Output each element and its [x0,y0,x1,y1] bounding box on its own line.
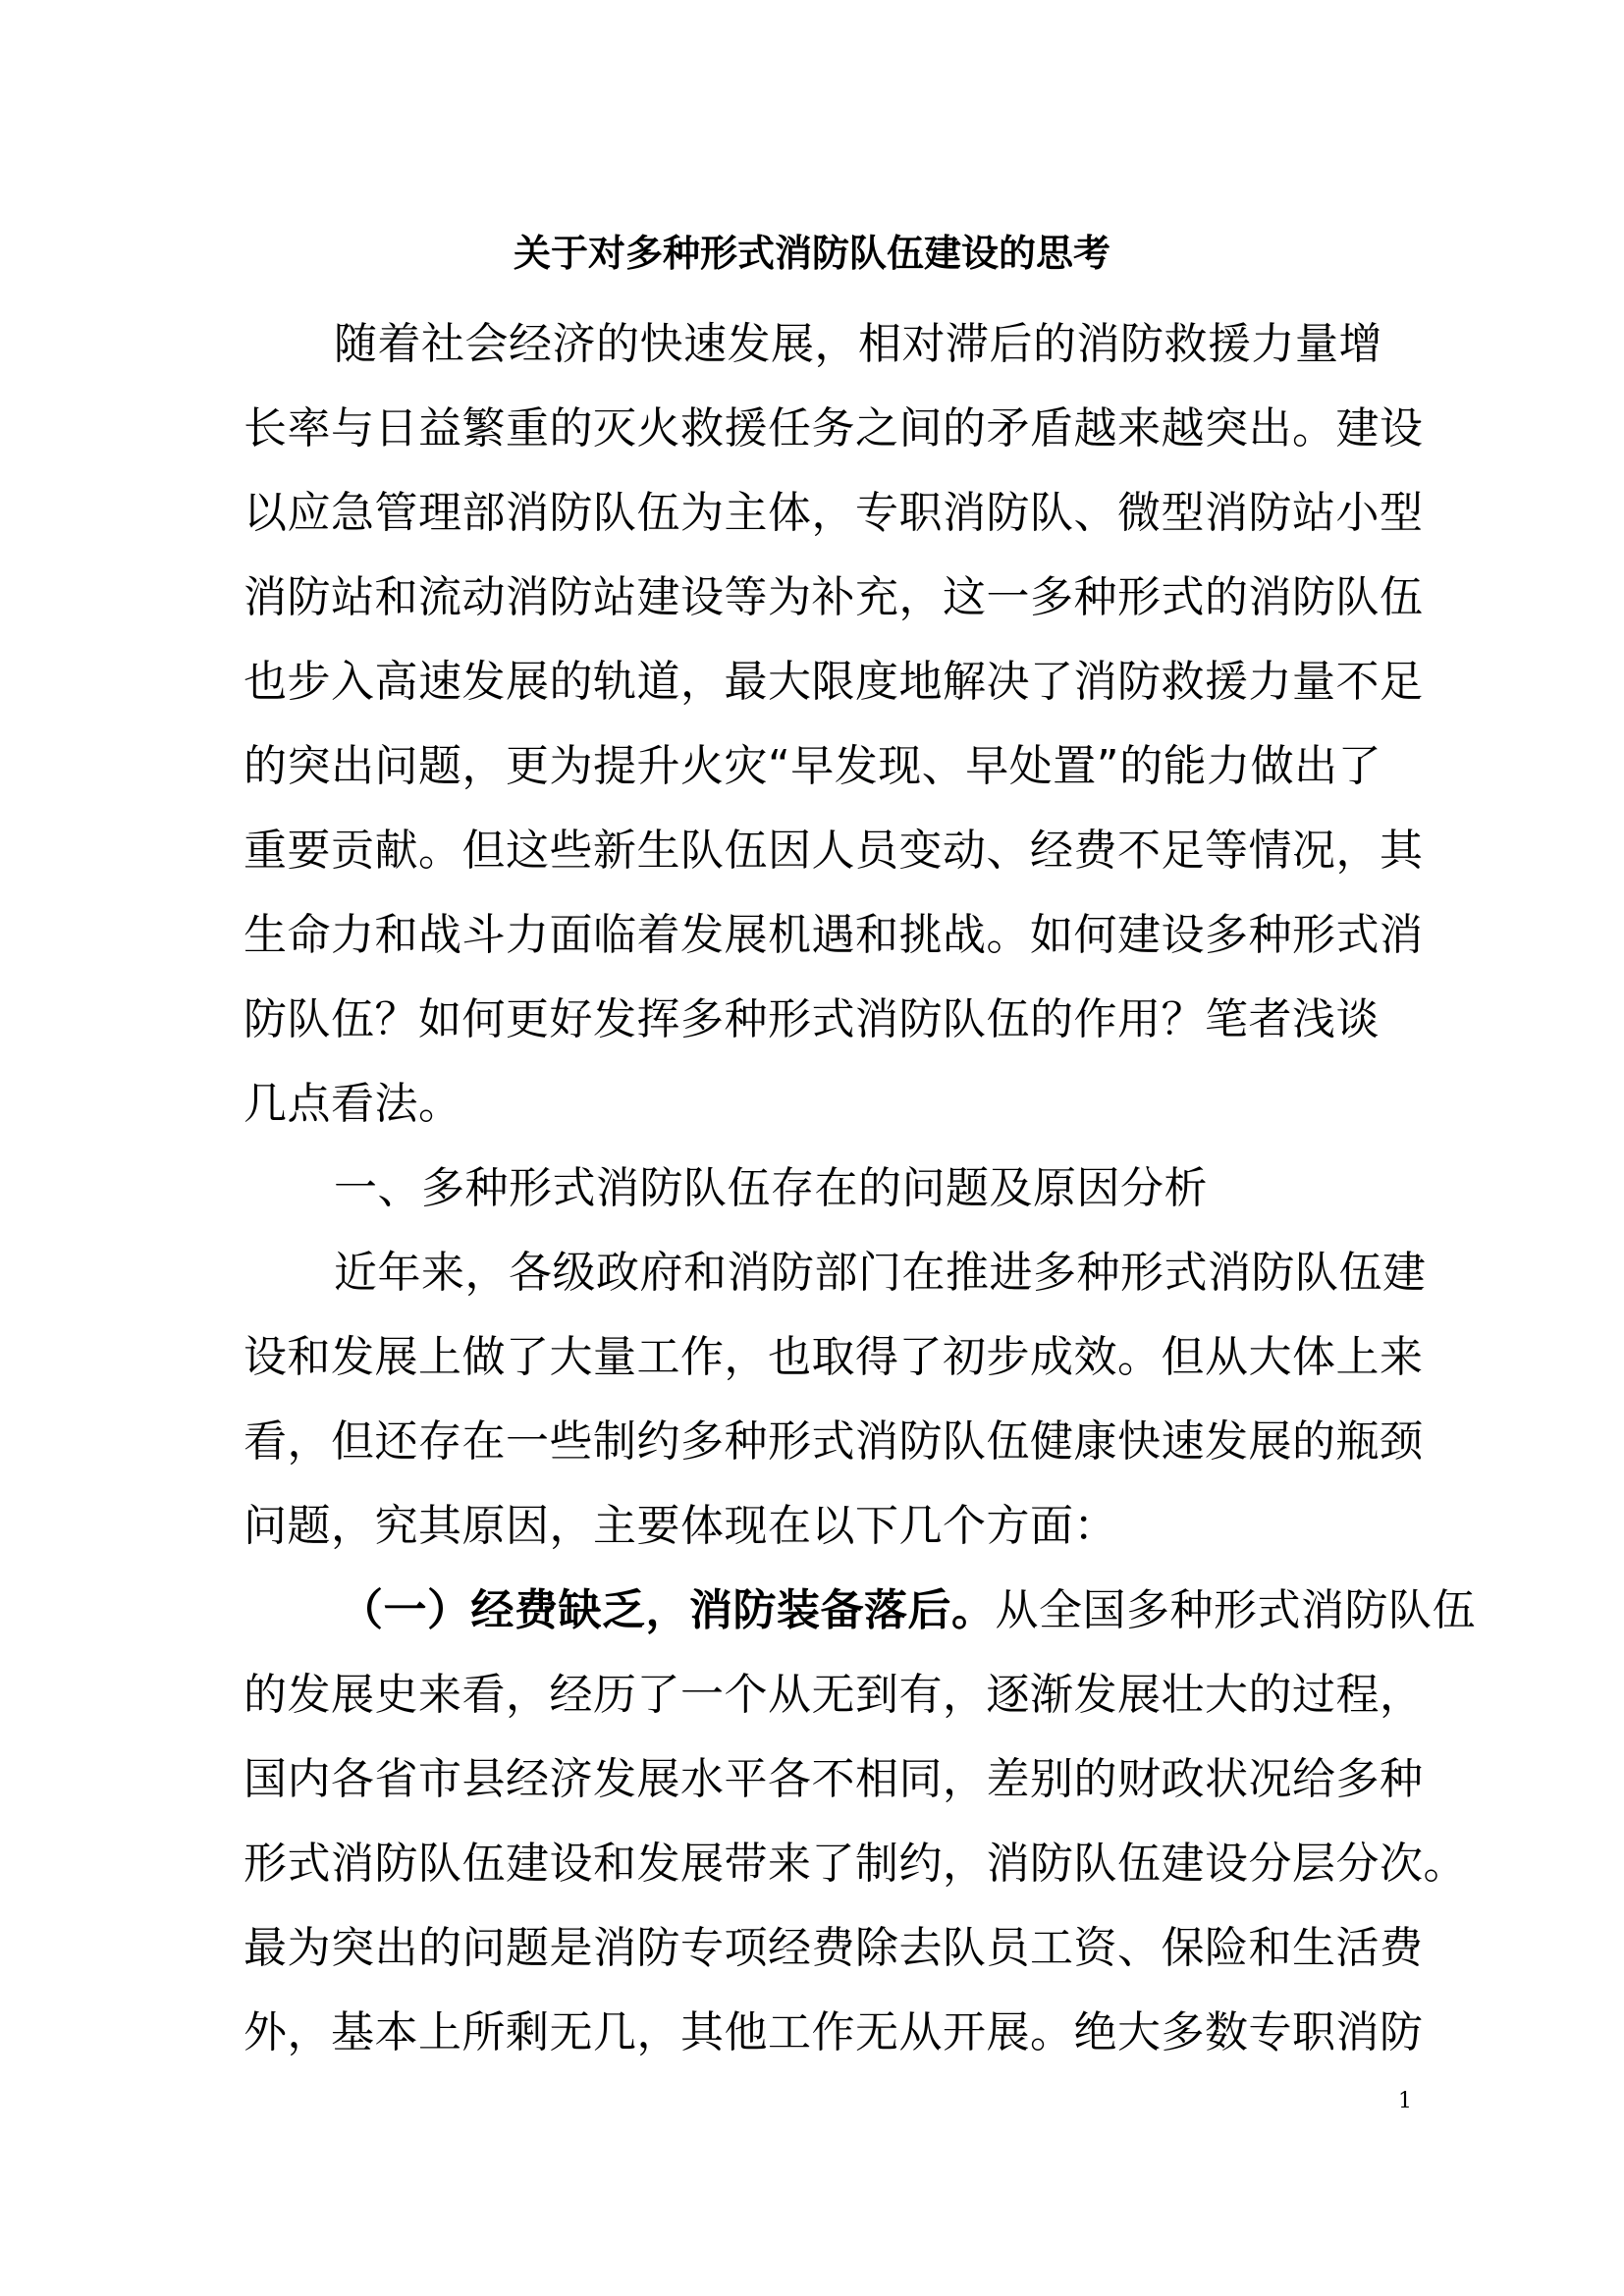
paragraph-line: 国内各省市县经济发展水平各不相同，差别的财政状况给多种 [244,1754,1424,1804]
paragraph-text: 从全国多种形式消防队伍 [995,1585,1476,1635]
paragraph-line: 外，基本上所剩无几，其他工作无从开展。绝大多数专职消防 [244,2007,1424,2057]
page-number: 1 [1398,2089,1412,2113]
paragraph-line: 随着社会经济的快速发展，相对滞后的消防救援力量增 [334,319,1382,369]
paragraph-line: 长率与日益繁重的灭火救援任务之间的矛盾越来越突出。建设 [244,403,1424,454]
section-heading: 一、多种形式消防队伍存在的问题及原因分析 [334,1163,1208,1213]
subheading-paragraph-line [340,1569,1476,1653]
paragraph-line: 近年来，各级政府和消防部门在推进多种形式消防队伍建 [334,1248,1427,1298]
paragraph-line: 最为突出的问题是消防专项经费除去队员工资、保险和生活费 [244,1923,1424,1973]
paragraph-line: 重要贡献。但这些新生队伍因人员变动、经费不足等情况，其 [244,826,1424,876]
document-title: 关于对多种形式消防队伍建设的思考 [513,232,1110,275]
paragraph-line: 几点看法。 [244,1079,462,1129]
paragraph-line: 问题，究其原因，主要体现在以下几个方面： [244,1501,1117,1551]
paragraph-line: 设和发展上做了大量工作，也取得了初步成效。但从大体上来 [244,1332,1424,1382]
paragraph-line: 生命力和战斗力面临着发展机遇和挑战。如何建设多种形式消 [244,910,1424,960]
paragraph-line: 以应急管理部消防队伍为主体，专职消防队、微型消防站小型 [244,488,1424,538]
subheading-bold: （一）经费缺乏，消防装备落后。 [340,1585,996,1635]
paragraph-line: 的突出问题，更为提升火灾“早发现、早处置”的能力做出了 [244,741,1382,791]
paragraph-line: 的发展史来看，经历了一个从无到有，逐渐发展壮大的过程， [244,1670,1424,1720]
paragraph-line: 防队伍？如何更好发挥多种形式消防队伍的作用？笔者浅谈 [244,994,1380,1044]
paragraph-line: 形式消防队伍建设和发展带来了制约，消防队伍建设分层分次。 [244,1839,1467,1889]
paragraph-line: 也步入高速发展的轨道，最大限度地解决了消防救援力量不足 [244,657,1424,707]
paragraph-line: 消防站和流动消防站建设等为补充，这一多种形式的消防队伍 [244,572,1424,622]
paragraph-line: 看，但还存在一些制约多种形式消防队伍健康快速发展的瓶颈 [244,1416,1424,1467]
